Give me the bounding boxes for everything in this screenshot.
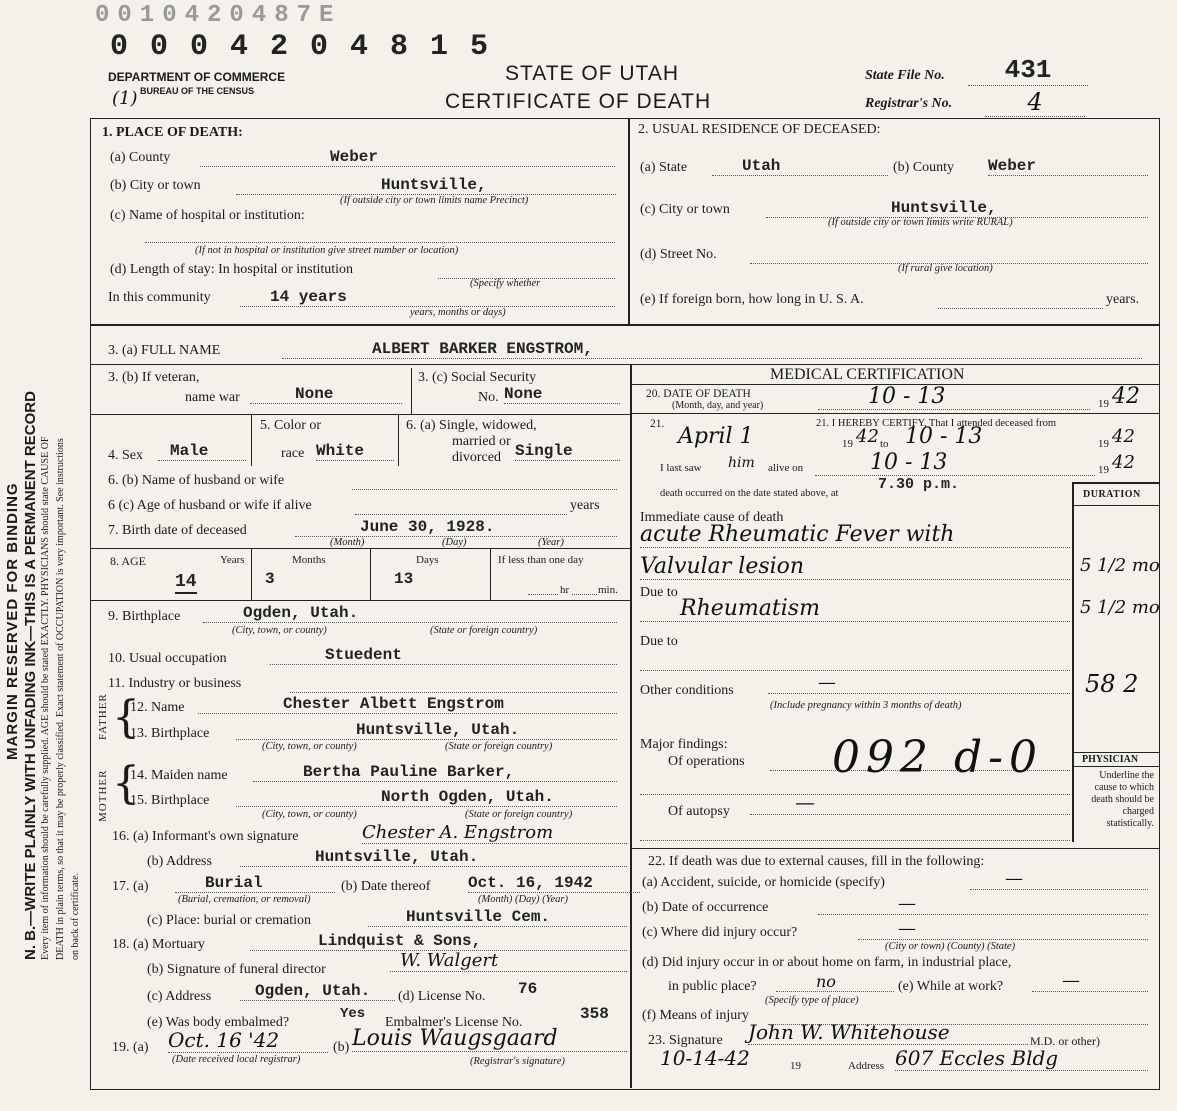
age-days-value: 13	[394, 570, 414, 588]
informant-sig-label: 16. (a) Informant's own signature	[112, 829, 299, 844]
work-value: —	[1032, 970, 1148, 992]
occupation-value: Stuedent	[270, 646, 617, 665]
sex-value: Male	[158, 442, 246, 461]
pod-city-note: (If outside city or town limits name Precinct)	[340, 195, 529, 206]
physician-address-value: 607 Eccles Bldg	[895, 1046, 1148, 1071]
received-label: 19. (a)	[112, 1040, 149, 1055]
burial-date-value: Oct. 16, 1942	[468, 874, 640, 893]
pod-community-value: 14 years	[240, 288, 615, 307]
rule-age-col3	[490, 548, 491, 600]
public-label: in public place?	[668, 979, 757, 994]
birthplace-note-2: (State or foreign country)	[430, 625, 538, 636]
res-city-note: (If outside city or town limits write RURAL)	[828, 217, 1013, 228]
occurred-label: death occurred on the date stated above, at	[660, 488, 839, 499]
bureau-census: BUREAU OF THE CENSUS	[140, 86, 255, 96]
pod-county-value: Weber	[200, 148, 615, 167]
occurrence-date-label: (b) Date of occurrence	[642, 900, 769, 915]
rule-external	[632, 848, 1159, 849]
to-label: to	[880, 438, 889, 450]
alive-label: alive on	[768, 462, 804, 474]
corner-mark: (1)	[112, 88, 138, 109]
license-label: (d) License No.	[398, 989, 486, 1004]
rule-duration-top	[1072, 482, 1159, 484]
home-label: (d) Did injury occur in or about home on farm, in industrial place,	[642, 955, 1012, 970]
lastsaw-value: him	[728, 455, 755, 471]
autopsy-value: —	[750, 790, 1070, 815]
major-label: Major findings:	[640, 737, 728, 752]
color-label-1: 5. Color or	[260, 418, 322, 433]
rule-age-bottom	[90, 600, 630, 601]
director-sig-label: (b) Signature of funeral director	[147, 962, 326, 977]
burial-note: (Burial, cremation, or removal)	[178, 894, 311, 905]
veteran-label-2: name war	[185, 390, 240, 405]
divider-name-row	[90, 364, 1159, 365]
dod-note: (Month, day, and year)	[672, 400, 764, 411]
industry-line	[290, 676, 617, 693]
age-years-value: 14	[175, 572, 197, 592]
ssn-label-1: 3. (c) Social Security	[418, 370, 537, 385]
rule-dod	[632, 413, 1159, 414]
due2-line	[640, 650, 1070, 671]
dod-value: 10 - 13	[818, 384, 1090, 410]
embalmed-label: (e) Was body embalmed?	[147, 1015, 290, 1030]
pod-county-label: (a) County	[110, 150, 171, 165]
father-bp-note-1: (City, town, or county)	[262, 741, 357, 752]
rule-duration-col	[1072, 482, 1074, 842]
pod-community-label: In this community	[108, 290, 211, 305]
pod-city-value: Huntsville,	[236, 176, 616, 195]
work-label: (e) While at work?	[898, 979, 1004, 994]
sig-date: 10-14-42	[660, 1046, 750, 1070]
father-name-value: Chester Albett Engstrom	[198, 695, 617, 714]
birth-month-note: (Month)	[330, 537, 365, 548]
res-street-line	[750, 247, 1148, 264]
father-brace: {	[112, 692, 140, 743]
industry-label: 11. Industry or business	[108, 676, 242, 691]
certify-label: 21. I HEREBY CERTIFY, That I attended deceased from	[816, 418, 1057, 429]
registrar-sig-label: (b)	[333, 1040, 350, 1055]
margin-binding-text: MARGIN RESERVED FOR BINDING	[4, 482, 21, 760]
mother-side-label: MOTHER	[97, 769, 109, 822]
res-city-label: (c) City or town	[640, 202, 730, 217]
mortuary-label: 18. (a) Mortuary	[112, 937, 205, 952]
other-value: —	[768, 672, 1070, 694]
accident-label: (a) Accident, suicide, or homicide (specify)	[642, 875, 885, 890]
divider-top-horizontal	[90, 324, 1159, 326]
birth-date-label: 7. Birth date of deceased	[108, 523, 247, 538]
margin-instructions-2: DEATH in plain terms, so that it may be properly classified. Exact statement of OCCUPATION is very important. See instructions	[55, 438, 66, 960]
autopsy-line-2	[640, 826, 1070, 841]
registrar-label: Registrar's No.	[865, 96, 953, 111]
birthplace-label: 9. Birthplace	[108, 609, 181, 624]
received-note: (Date received local registrar)	[172, 1054, 301, 1065]
big-code: 092 d-0	[832, 732, 1043, 783]
color-value: White	[316, 442, 394, 461]
mortuary-value: Lindquist & Sons,	[250, 932, 627, 951]
where-value: —	[858, 918, 1148, 940]
dod-year-prefix: 19	[1098, 398, 1109, 410]
margin-ink-warning: N. B.—WRITE PLAINLY WITH UNFADING INK—THIS IS A PERMANENT RECORD	[22, 391, 39, 960]
res-street-note: (If rural give location)	[898, 263, 993, 274]
immediate-cause-1: acute Rheumatic Fever with	[640, 522, 1070, 548]
side-code: 58 2	[1085, 670, 1139, 698]
occurrence-date-value: —	[818, 893, 1148, 915]
full-name-value: ALBERT BARKER ENGSTROM,	[282, 340, 1142, 359]
physician-address-label: Address	[848, 1060, 885, 1072]
spouse-age-label: 6 (c) Age of husband or wife if alive	[108, 498, 312, 513]
birth-day-note: (Day)	[442, 537, 467, 548]
pod-hospital-line	[145, 226, 615, 243]
burial-date-note: (Month) (Day) (Year)	[478, 894, 569, 905]
dept-commerce: DEPARTMENT OF COMMERCE	[108, 70, 286, 84]
embalmer-value: 358	[580, 1005, 609, 1023]
residence-heading: 2. USUAL RESIDENCE OF DECEASED:	[638, 122, 881, 137]
birthplace-value: Ogden, Utah.	[203, 604, 617, 623]
res-foreign-line	[938, 292, 1103, 309]
age-years-label: Years	[220, 554, 245, 566]
father-side-label: FATHER	[97, 693, 109, 740]
external-label: 22. If death was due to external causes, fill in the following:	[648, 854, 985, 869]
rule-age-col1	[251, 548, 252, 600]
rule-ssn-col	[411, 368, 412, 414]
color-label-2: race	[281, 446, 305, 461]
pod-city-label: (b) City or town	[110, 178, 201, 193]
pod-stay-note: (Specify whether	[470, 278, 541, 289]
age-days-label: Days	[416, 554, 439, 566]
due1-duration: 5 1/2 mo	[1080, 597, 1160, 618]
veteran-label-1: 3. (b) If veteran,	[108, 370, 200, 385]
immediate-label: Immediate cause of death	[640, 510, 784, 525]
registrar-sig-note: (Registrar's signature)	[470, 1056, 565, 1067]
mother-bp-note-2: (State or foreign country)	[465, 809, 573, 820]
medical-heading: MEDICAL CERTIFICATION	[770, 366, 965, 383]
immediate-cause-2: Valvular lesion	[640, 554, 1070, 580]
means-label: (f) Means of injury	[642, 1008, 749, 1023]
age-label: 8. AGE	[110, 554, 146, 568]
ssn-value: None	[504, 385, 620, 404]
sex-label: 4. Sex	[108, 448, 143, 463]
sig-date-suffix: 19	[790, 1060, 801, 1072]
burial-date-label: (b) Date thereof	[341, 879, 431, 894]
rule-age-col2	[370, 548, 371, 600]
rule-physician-top	[1072, 752, 1159, 753]
serial-number: 0 0 0 4 2 0 4 8 1 5	[110, 30, 491, 64]
age-months-label: Months	[292, 554, 326, 566]
mother-brace: {	[112, 758, 140, 809]
md-label: M.D. or other)	[1030, 1034, 1100, 1048]
age-min-line	[572, 582, 597, 595]
embalmer-label: Embalmer's License No.	[385, 1015, 523, 1030]
birthplace-note-1: (City, town, or county)	[232, 625, 327, 636]
physician-signature: John W. Whitehouse	[748, 1020, 1028, 1045]
father-name-label: 12. Name	[130, 700, 185, 715]
alive-year: 42	[1112, 452, 1135, 473]
marital-value: Single	[515, 442, 620, 461]
divider-main-vertical	[630, 364, 632, 1088]
cert-21-num: 21.	[650, 418, 665, 430]
certificate-title: CERTIFICATE OF DEATH	[445, 90, 712, 113]
spouse-line	[352, 473, 617, 490]
margin-instructions-1: Every item of information should be carefully supplied. AGE should be stated EXACTLY. PHYSICIANS should state CAUSE OF	[40, 436, 51, 960]
res-county-label: (b) County	[893, 160, 955, 175]
ssn-label-2: No.	[478, 390, 499, 405]
immediate-duration: 5 1/2 mo	[1080, 555, 1160, 576]
rule-veteran	[90, 414, 630, 415]
where-note: (City or town) (County) (State)	[885, 941, 1016, 952]
public-note: (Specify type of place)	[765, 995, 859, 1006]
accident-value: —	[970, 868, 1148, 890]
birth-year-note: (Year)	[538, 537, 564, 548]
marital-label-2: married or	[452, 434, 511, 449]
burial-label: 17. (a)	[112, 879, 149, 894]
mother-name-value: Bertha Pauline Barker,	[253, 763, 617, 782]
place-of-death-heading: 1. PLACE OF DEATH:	[102, 125, 243, 140]
mother-bp-note-1: (City, town, or county)	[262, 809, 357, 820]
burial-value: Burial	[175, 874, 335, 893]
age-lessday-label: If less than one day	[498, 554, 584, 566]
where-label: (c) Where did injury occur?	[642, 925, 798, 940]
divider-top-vertical	[628, 118, 630, 326]
faint-top-serial: 0010420487E	[95, 2, 342, 29]
res-foreign-label: (e) If foreign born, how long in U. S. A.	[640, 292, 864, 307]
veteran-value: None	[250, 385, 402, 404]
res-city-value: Huntsville,	[766, 199, 1148, 218]
from-year-prefix: 19	[842, 438, 853, 450]
birth-date-value: June 30, 1928.	[295, 518, 617, 537]
marital-label-3: divorced	[452, 450, 501, 465]
operations-label: Of operations	[668, 754, 745, 769]
spouse-label: 6. (b) Name of husband or wife	[108, 473, 285, 488]
marital-label-1: 6. (a) Single, widowed,	[406, 418, 537, 433]
registrar-value: 4	[985, 88, 1085, 117]
other-label: Other conditions	[640, 683, 734, 698]
margin-instructions-3: on back of certificate.	[70, 872, 81, 960]
due1-label: Due to	[640, 585, 678, 600]
pod-stay-line	[438, 262, 615, 279]
rule-duration-head	[1072, 505, 1159, 506]
mother-birthplace-value: North Ogden, Utah.	[236, 788, 617, 807]
physician-sig-label: 23. Signature	[648, 1033, 723, 1048]
dod-label: 20. DATE OF DEATH	[646, 388, 751, 400]
director-signature: W. Walgert	[390, 950, 627, 972]
dod-year: 42	[1112, 384, 1140, 409]
to-year-prefix: 19	[1098, 438, 1109, 450]
physician-note: Underline the cause to which death should be charged statistically.	[1091, 770, 1154, 829]
other-note: (Include pregnancy within 3 months of death)	[770, 700, 962, 711]
pod-hospital-note: (If not in hospital or institution give street number or location)	[195, 245, 459, 256]
res-state-value: Utah	[712, 157, 888, 176]
state-title: STATE OF UTAH	[505, 62, 679, 85]
state-file-label: State File No.	[865, 68, 945, 83]
pod-hospital-label: (c) Name of hospital or institution:	[110, 208, 305, 223]
received-date: Oct. 16 '42	[168, 1028, 328, 1053]
age-hr-label: hr	[560, 584, 570, 596]
spouse-age-suffix: years	[570, 498, 600, 513]
age-hr-line	[528, 582, 558, 595]
res-street-label: (d) Street No.	[640, 247, 717, 262]
embalmed-value: Yes	[340, 1006, 366, 1022]
mother-name-label: 14. Maiden name	[130, 768, 228, 783]
from-year: 42	[856, 426, 879, 447]
pod-stay-label: (d) Length of stay: In hospital or institution	[110, 262, 354, 277]
state-file-value: 431	[968, 55, 1088, 86]
full-name-label: 3. (a) FULL NAME	[108, 343, 221, 358]
lastsaw-label: I last saw	[660, 462, 702, 474]
spouse-age-line	[355, 498, 567, 515]
alive-year-prefix: 19	[1098, 464, 1109, 476]
alive-value: 10 - 13	[815, 450, 1095, 476]
occupation-label: 10. Usual occupation	[108, 651, 227, 666]
rule-color-col	[398, 414, 399, 466]
rule-sex-col	[251, 414, 252, 466]
mortuary-address-value: Ogden, Utah.	[240, 982, 395, 1001]
res-county-value: Weber	[988, 157, 1148, 176]
registrar-signature: Louis Waugsgaard	[352, 1026, 627, 1052]
father-birthplace-label: 13. Birthplace	[130, 726, 210, 741]
informant-signature: Chester A. Engstrom	[362, 822, 627, 844]
father-birthplace-value: Huntsville, Utah.	[236, 721, 617, 740]
pod-community-note: years, months or days)	[410, 307, 506, 318]
informant-address-label: (b) Address	[147, 854, 212, 869]
burial-place-label: (c) Place: burial or cremation	[147, 913, 312, 928]
occurred-value: 7.30 p.m.	[878, 476, 960, 493]
informant-address-value: Huntsville, Utah.	[240, 848, 627, 867]
due2-label: Due to	[640, 634, 678, 649]
autopsy-label: Of autopsy	[668, 804, 730, 819]
age-min-label: min.	[598, 584, 618, 596]
res-foreign-suffix: years.	[1106, 292, 1140, 307]
mortuary-address-label: (c) Address	[147, 989, 212, 1004]
attended-from: April 1	[678, 424, 754, 449]
rule-physician-head	[1072, 766, 1159, 767]
attended-to: 10 - 13	[905, 424, 983, 449]
mother-birthplace-label: 15. Birthplace	[130, 793, 210, 808]
physician-label: PHYSICIAN	[1082, 754, 1139, 765]
license-value: 76	[518, 980, 538, 998]
res-state-label: (a) State	[640, 160, 688, 175]
father-bp-note-2: (State or foreign country)	[445, 741, 553, 752]
burial-place-value: Huntsville Cem.	[368, 908, 627, 927]
duration-label: DURATION	[1083, 489, 1141, 500]
to-year: 42	[1112, 426, 1135, 447]
public-value: no	[776, 972, 894, 992]
rule-age-top	[90, 548, 630, 549]
due1-value: Rheumatism	[640, 596, 1070, 622]
age-months-value: 3	[265, 570, 275, 588]
